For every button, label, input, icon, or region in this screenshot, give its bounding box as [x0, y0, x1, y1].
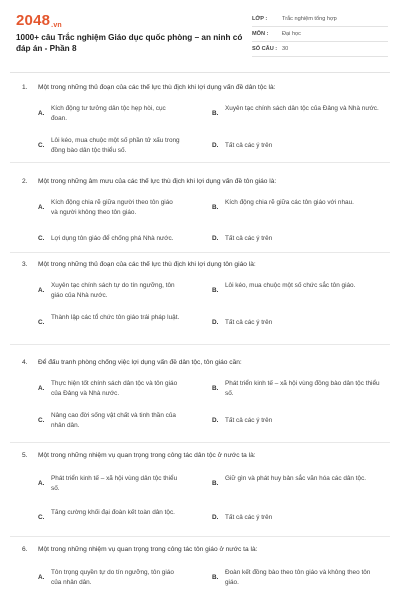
meta-label: MÔN : — [252, 31, 269, 37]
question-divider — [10, 344, 390, 345]
option-letter: C. — [38, 514, 45, 521]
header-divider — [10, 72, 390, 73]
question-number: 4. — [22, 359, 28, 366]
option-text: Lôi kéo, mua chuộc một số phần tử xấu trong đồng bào dân tộc thiểu số. — [51, 137, 180, 154]
option-text: Tất cả các ý trên — [225, 142, 273, 149]
option-letter: A. — [38, 385, 45, 392]
option-letter: B. — [212, 574, 219, 581]
option-text: Tăng cường khối đại đoàn kết toàn dân tộc. — [51, 509, 175, 516]
meta-info — [252, 12, 388, 57]
question-text — [22, 84, 276, 91]
question-divider — [10, 442, 390, 443]
meta-row-class — [252, 12, 388, 27]
option-letter: A. — [38, 574, 45, 581]
question-text — [22, 546, 257, 553]
option-text: Giữ gìn và phát huy bản sắc văn hóa các dân tộc. — [225, 475, 367, 482]
option-letter: B. — [212, 385, 219, 392]
option-text: Tất cả các ý trên — [225, 514, 273, 521]
option-letter: A. — [38, 110, 45, 117]
option-letter: D. — [212, 235, 219, 242]
question-number: 2. — [22, 178, 28, 185]
document-title: 1000+ câu Trắc nghiệm Giáo dục quốc phòng – an ninh có đáp án - Phần 8 — [16, 33, 243, 53]
question-number: 1. — [22, 84, 28, 91]
question-stem: Một trong những nhiệm vụ quan trọng trong công tác tôn giáo ở nước ta là: — [38, 546, 258, 553]
option-text: Nâng cao đời sống vật chất và tinh thần của nhân dân. — [51, 412, 176, 429]
option-letter: B. — [212, 110, 219, 117]
option-letter: C. — [38, 319, 45, 326]
option-text: Xuyên tạc chính sách tự do tín ngưỡng, tôn giáo của Nhà nước. — [51, 282, 175, 299]
option-letter: D. — [212, 417, 219, 424]
option-letter: B. — [212, 204, 219, 211]
meta-value: Đại học — [282, 31, 301, 37]
question-stem: Một trong những âm mưu của các thế lực thù địch khi lợi dụng vấn đề tôn giáo là: — [38, 178, 277, 185]
question-text — [22, 261, 256, 268]
option-letter: D. — [212, 514, 219, 521]
question-stem: Một trong những thủ đoạn của các thế lực thù địch khi lợi dụng tôn giáo là: — [38, 261, 256, 268]
question-text — [22, 359, 242, 366]
option-text: Thực hiện tốt chính sách dân tộc và tôn giáo của Đảng và Nhà nước. — [51, 380, 178, 397]
option-text: Tất cả các ý trên — [225, 235, 273, 242]
option-letter: C. — [38, 235, 45, 242]
question-divider — [10, 162, 390, 163]
option-letter: A. — [38, 480, 45, 487]
option-text: Kích động chia rẽ giữa người theo tôn giáo và người không theo tôn giáo. — [51, 199, 173, 216]
meta-value: 30 — [282, 46, 289, 52]
question-text — [22, 178, 276, 185]
option-letter: C. — [38, 142, 45, 149]
option-text: Phát triển kinh tế – xã hội vùng đồng bào dân tộc thiểu số. — [225, 380, 380, 397]
question-divider — [10, 536, 390, 537]
option-letter: B. — [212, 480, 219, 487]
option-letter: A. — [38, 287, 45, 294]
question-number: 3. — [22, 261, 28, 268]
site-logo[interactable] — [16, 12, 62, 29]
logo-text: 2048 — [16, 12, 51, 29]
option-letter: D. — [212, 142, 219, 149]
option-text: Thành lập các tổ chức tôn giáo trái pháp luật. — [51, 314, 180, 321]
option-text: Phát triển kinh tế – xã hội vùng dân tộc thiểu số. — [51, 475, 178, 492]
option-letter: B. — [212, 287, 219, 294]
question-stem: Để đấu tranh phòng chống việc lợi dụng vấn đề dân tộc, tôn giáo cần: — [38, 359, 242, 366]
document-header — [0, 0, 400, 66]
question-stem: Một trong những nhiệm vụ quan trọng trong công tác dân tộc ở nước ta là: — [38, 452, 256, 459]
question-stem: Một trong những thủ đoạn của các thế lực thù địch khi lợi dụng vấn đề dân tộc là: — [38, 84, 276, 91]
option-text: Tôn trọng quyền tự do tín ngưỡng, tôn giáo của nhân dân. — [51, 569, 174, 586]
meta-row-subject — [252, 27, 388, 42]
option-text: Xuyên tạc chính sách dân tộc của Đảng và Nhà nước. — [225, 105, 379, 112]
option-text: Lợi dụng tôn giáo để chống phá Nhà nước. — [51, 235, 174, 242]
meta-row-count — [252, 42, 388, 57]
question-text — [22, 452, 256, 459]
question-divider — [10, 252, 390, 253]
option-letter: C. — [38, 417, 45, 424]
meta-label: SỐ CÂU : — [252, 46, 278, 52]
option-text: Tất cả các ý trên — [225, 417, 273, 424]
option-text: Đoàn kết đồng bào theo tôn giáo và không theo tôn giáo. — [225, 569, 371, 586]
option-text: Tất cả các ý trên — [225, 319, 273, 326]
question-number: 6. — [22, 546, 28, 553]
meta-value: Trắc nghiệm tổng hợp — [282, 16, 337, 22]
option-letter: A. — [38, 204, 45, 211]
meta-label: LỚP : — [252, 16, 268, 22]
question-number: 5. — [22, 452, 28, 459]
option-letter: D. — [212, 319, 219, 326]
option-text: Kích động tư tưởng dân tộc hẹp hòi, cục đoan. — [51, 105, 166, 122]
option-text: Kích động chia rẽ giữa các tôn giáo với nhau. — [225, 199, 354, 206]
logo-tld: .vn — [51, 22, 62, 29]
option-text: Lôi kéo, mua chuộc một số chức sắc tôn giáo. — [225, 282, 356, 289]
